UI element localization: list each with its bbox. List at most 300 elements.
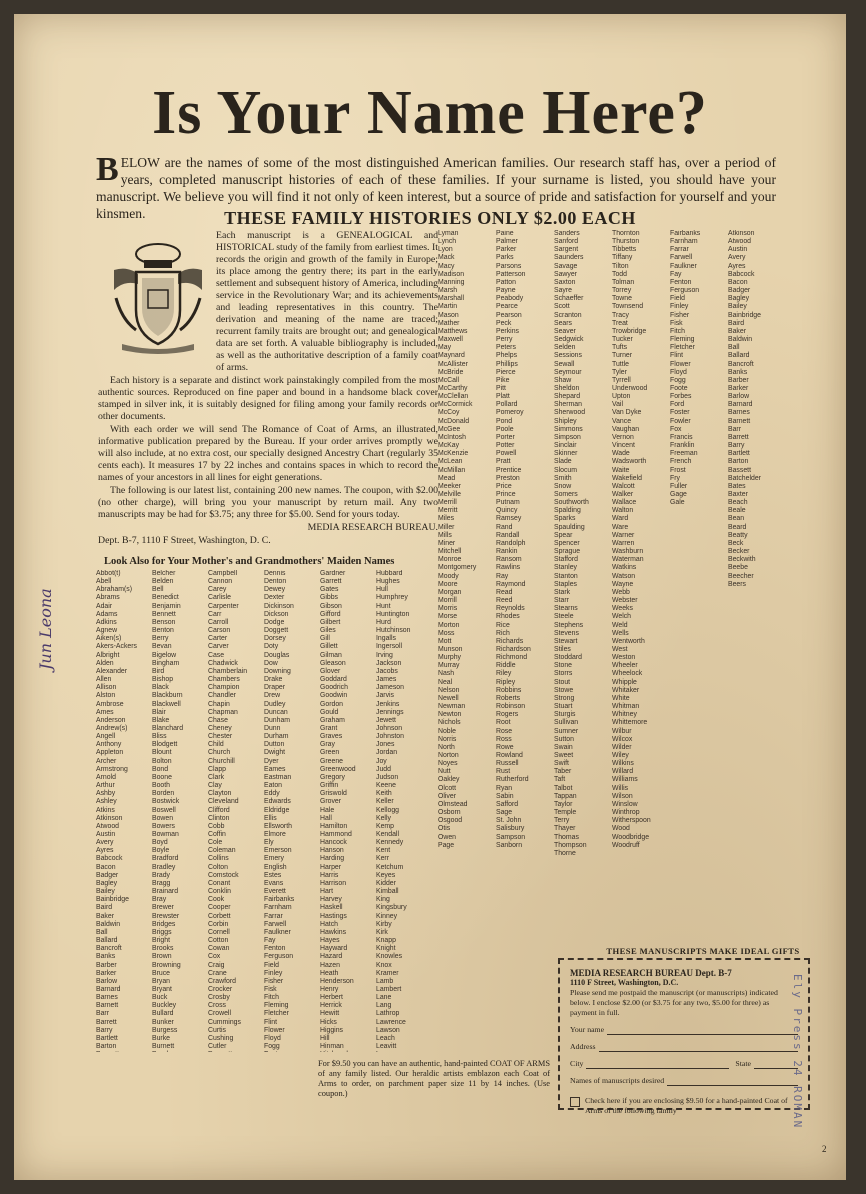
surname-entry: Eddy [264,790,280,798]
surname-entry: McKenzie [438,450,469,458]
surname-entry: Farrar [670,246,689,254]
surname-entry: Willard [612,768,634,776]
surname-entry: Norris [438,735,457,743]
surname-entry: Tyler [612,368,627,376]
magazine-page [14,14,846,1180]
surname-entry: Rich [496,629,510,637]
surname-entry: Atkinson [96,814,123,822]
surname-entry: Kingsbury [376,904,407,912]
surname-entry: Leach [376,1034,395,1042]
surname-entry: Lawson [376,1026,400,1034]
surname-entry: Pearson [496,311,522,319]
checkbox-icon[interactable] [570,1097,580,1107]
surname-entry: Wheeler [612,662,638,670]
surname-entry: Oakley [438,776,460,784]
surname-entry: Merrill [438,499,457,507]
name-column [152,570,204,1052]
checkbox-label: Check here if you are enclosing $9.50 for a hand-painted Coat of Arms of the following family [585,1096,788,1115]
surname-entry: Crowell [208,1010,231,1018]
surname-entry: Neal [438,678,453,686]
surname-entry: Benjamin [152,602,181,610]
surname-entry: Parks [496,254,514,262]
surname-entry: Root [496,719,511,727]
surname-entry: Stanley [554,564,577,572]
surname-entry: Sayre [554,287,573,295]
surname-entry: English [264,863,287,871]
surname-entry: Carroll [208,618,229,626]
surname-entry: Cutler [208,1043,227,1051]
surname-entry: Thompson [554,841,587,849]
coupon-address: 1110 F Street, Washington, D.C. [570,978,679,987]
surname-entry: Vance [612,417,632,425]
surname-entry: Noyes [438,760,458,768]
surname-entry: Tracy [612,311,629,319]
surname-entry: Abrams [96,594,120,602]
surname-entry: Pearce [496,303,518,311]
surname-entry: Fisher [264,977,284,985]
surname-entry: Knowles [376,953,403,961]
surname-entry: Flower [264,1026,285,1034]
surname-entry: McMillan [438,466,466,474]
name-column [96,570,148,1052]
surname-entry: Stevens [554,629,579,637]
surname-entry: Payne [496,287,516,295]
surname-entry: Peabody [496,295,524,303]
surname-entry: Cheney [208,724,232,732]
surname-entry: Dexter [264,594,285,602]
surname-entry: Crosby [208,994,230,1002]
surname-entry: Alston [96,692,116,700]
surname-entry: North [438,743,455,751]
surname-entry: Heath [320,969,339,977]
order-coupon [558,958,810,1115]
surname-entry: Bradley [152,863,176,871]
surname-entry: Henderson [320,977,354,985]
name-field[interactable] [570,1025,798,1035]
surname-entry: Osgood [438,817,463,825]
surname-entry: Boyd [152,839,168,847]
surname-entry: Whitaker [612,686,640,694]
surname-entry: Belden [152,578,174,586]
surname-entry: Hicks [320,1018,337,1026]
surname-entry: Wood [612,825,630,833]
surname-entry: Wadsworth [612,458,647,466]
surname-entry: Greene [320,757,343,765]
surname-entry: Grant [320,724,338,732]
surname-entry: Torrey [612,287,632,295]
surname-entry: Hurd [376,618,391,626]
surname-entry: Sanders [554,230,580,237]
surname-entry: Becker [728,548,750,556]
surname-entry: Ryan [496,784,513,792]
surname-entry: Vincent [612,442,635,450]
surname-entry: Robinson [496,703,526,711]
surname-entry: Barnett [96,1002,119,1010]
surname-entry: Carpenter [208,602,239,610]
surname-entry: Wentworth [612,637,645,645]
surname-entry: Slade [554,458,572,466]
surname-entry: Lane [376,994,392,1002]
surname-entry: Fairbanks [670,230,701,237]
surname-entry: Gill [320,635,330,643]
surname-entry: Peck [496,319,512,327]
surname-entry: Steele [554,613,574,621]
surname-entry: Whipple [612,678,637,686]
surname-entry: Field [670,295,685,303]
surname-entry: Randolph [496,539,526,547]
surname-entry: Woodruff [612,841,640,849]
surname-entry: Beale [728,507,746,515]
surname-entry: Fry [670,474,680,482]
surname-entry: Clapp [208,765,227,773]
surname-entry: Faulkner [670,262,697,270]
surname-entry: Gifford [320,610,341,618]
surname-entry: Dickson [264,610,289,618]
surname-entry: Stanton [554,572,578,580]
surname-entry [376,1051,428,1052]
surname-entry: Wade [612,450,630,458]
surname-entry: Francis [670,433,693,441]
surname-entry: Baxter [728,491,748,498]
manuscripts-field[interactable] [570,1076,798,1086]
surname-entry: McCarthy [438,384,468,392]
surname-entry: Churchill [208,757,235,765]
surname-entry: Riley [496,670,512,678]
intro-text: ELOW are the names of some of the most distinguished American families. Our research staff has, over a period of years, completed manuscript histories of each of these families. If your surname is listed, you should have your manuscript. We believe you will find it not only of keen interest, but a source of pride and satisfaction for yourself and your kinsmen. [96,155,776,221]
surname-entry: Griffin [320,782,339,790]
surname-entry: Fenton [670,278,692,286]
surname-entry: Nash [438,670,455,678]
surname-entry: Floyd [264,1034,281,1042]
surname-entry: Carey [208,586,227,594]
surname-entry: Mead [438,474,456,482]
surname-entry: Townsend [612,303,644,311]
surname-entry: Sanford [554,238,579,246]
surname-entry: Spencer [554,539,580,547]
surname-entry: Knight [376,945,396,953]
surname-entry: Bolton [152,757,172,765]
surname-entry: Tolman [612,278,635,286]
surname-entry: Fisher [670,311,690,319]
surname-entry: Pollard [496,401,518,409]
surname-entry: Baird [728,319,745,327]
surname-entry: Bliss [152,733,167,741]
surname-entry: Rand [496,523,513,531]
surname-entry: Chapman [208,708,238,716]
surname-entry: Fitch [670,327,685,335]
surname-entry: Cummings [208,1018,241,1026]
surname-entry: Watkins [612,564,637,572]
surname-entry: Beach [728,499,748,507]
surname-entry: Avery [96,839,114,847]
surname-entry: Sargent [554,246,579,254]
surname-entry: Fox [670,425,682,433]
surname-entry: Ames [96,708,114,716]
surname-entry: Adair [96,602,113,610]
surname-entry: Price [496,482,512,490]
surname-entry: Avery [728,254,746,262]
surname-entry: Fisk [264,985,277,993]
description-paragraph: With each order we will send The Romance of Coat of Arms, an illustrated, informative publication prepared by the Bureau. If your order arrives promptly we will also include, at no extra cost, our specially designed Ancestry Chart (regularly 35 cents each). It measures 17 by 22 inches and contains spaces in which to record the names of your ancestors in all lines for eight generations. [98,424,438,483]
surname-entry: Sewall [554,360,575,368]
surname-entry: Everett [264,888,286,896]
surname-entry: McIntosh [438,433,466,441]
surname-entry: Bunker [152,1018,174,1026]
surname-entry: Gregory [320,773,345,781]
surname-entry: Clayton [208,790,232,798]
surname-entry: McClellan [438,393,469,401]
surname-entry: Austin [96,831,116,838]
surname-entry: West [612,645,628,653]
surname-entry: Kelly [376,814,391,822]
surname-entry: Vernon [612,433,634,441]
surname-entry: Alden [96,659,114,667]
surname-entry: Goddard [320,676,347,684]
surname-entry: White [612,694,630,702]
surname-entry: Finley [264,969,283,977]
surname-entry: Lang [376,1002,392,1010]
surname-entry: Wayne [612,580,634,588]
surname-entry: Mott [438,637,452,645]
surname-entry: Weston [612,654,636,662]
surname-entry: Jenkins [376,700,400,708]
surname-entry: Norton [438,752,459,759]
surname-entry: Barlow [728,393,750,401]
surname-entry: Crawford [208,977,236,985]
surname-entry: Page [438,841,455,849]
surname-entry: Marshall [438,295,465,303]
surname-entry: Brooks [152,945,174,953]
surname-entry: Lamb [376,977,394,985]
surname-entry: Peters [496,344,516,352]
maiden-names-title: Look Also for Your Mother's and Grandmothers' Maiden Names [104,556,395,567]
surname-entry: Bacon [728,278,748,286]
surname-entry: Harding [320,855,345,863]
surname-entry: Clinton [208,814,230,822]
surname-entry: Gould [320,708,339,716]
surname-entry: Fitch [264,994,279,1002]
surname-entry: Murray [438,662,460,670]
surname-entry: Upton [612,393,631,401]
surname-entry: Banks [96,953,116,961]
surname-entry: Corbett [208,912,231,920]
surname-entry: Brewster [152,912,180,920]
name-field-label: Your name [570,1025,605,1034]
surname-entry: Bowers [152,822,175,830]
surname-entry: Saunders [554,254,584,262]
surname-entry: Taber [554,768,572,776]
surname-entry: Stone [554,662,573,670]
surname-entry: Eldridge [264,806,290,814]
surname-entry: Slocum [554,466,577,474]
surname-entry: Mills [438,531,452,539]
coat-of-arms-checkbox[interactable] [570,1096,798,1116]
surname-entry: Kent [376,847,391,855]
surname-entry: Henry [320,985,339,993]
surname-entry: McAllister [438,360,468,368]
coupon-title: THESE MANUSCRIPTS MAKE IDEAL GIFTS [606,946,800,956]
surname-entry: Baker [728,327,747,335]
surname-entry: Booth [152,782,171,790]
surname-entry: Greenwood [320,765,356,773]
surname-entry: Hanson [320,847,344,855]
surname-entry: Mather [438,319,460,327]
surname-entry: Rhodes [496,613,520,621]
surname-entry: Glover [320,667,341,675]
surname-entry: Johnson [376,724,403,732]
surname-entry: Perkins [496,327,519,335]
surname-entry: Fletcher [670,344,695,352]
surname-entry: Ware [612,523,629,531]
surname-entry: Strong [554,694,575,702]
surname-entry: Temple [554,809,577,817]
surname-entry: Staples [554,580,577,588]
name-column [376,570,428,1052]
surname-entry: Cotton [208,937,229,945]
surname-entry: Patterson [496,270,526,278]
surname-entry: Alexander [96,667,128,675]
surname-entry: Borden [152,790,175,798]
surname-entry: Barrett [96,1018,117,1026]
surname-entry: Parsons [496,262,522,270]
surname-entry: Kinney [376,912,398,920]
surname-entry: Beckwith [728,556,756,564]
surname-entry: Ferguson [670,287,700,295]
surname-entry: Blount [152,749,172,757]
surname-entry: Spaulding [554,523,585,531]
surname-entry: Todd [612,270,627,278]
surname-entry: Sage [496,809,513,817]
surname-entry: Turner [612,352,633,360]
surname-entry [320,1051,372,1052]
surname-entry: Nelson [438,686,460,694]
surname-entry: Safford [496,800,519,808]
surname-entry: Tyrrell [612,376,631,384]
surname-entry: Selden [554,344,576,352]
surname-entry: Jordan [376,749,398,757]
surname-entry: Baird [96,904,113,912]
surname-entry: Bingham [152,659,180,667]
surname-entry: Bragg [152,879,171,887]
surname-entry: Stafford [554,556,579,564]
surname-entry: Quincy [496,507,518,515]
surname-entry: Fenton [264,945,286,953]
surname-entry: Case [208,651,225,659]
surname-entry: McCall [438,376,460,384]
surname-entry: Barry [96,1026,113,1034]
surname-entry: Hewitt [320,1010,340,1018]
surname-entry: Foster [670,409,690,417]
surname-entry: Ward [612,515,629,523]
surname-entry: Blackwell [152,700,181,708]
surname-entry: Corbin [208,920,229,928]
surname-entry: Browning [152,961,181,969]
surname-entry: Baldwin [728,336,753,344]
surname-entry: Jarvis [376,692,394,700]
surname-entry: Clifford [208,806,230,814]
name-column [438,230,492,1050]
surname-entry: Bailey [728,303,747,311]
surname-entry: Church [208,749,231,757]
surname-entry: Atwood [96,822,119,830]
surname-entry: Dunham [264,716,291,724]
surname-entry: Beecher [728,572,754,580]
surname-entry: Spalding [554,507,581,515]
surname-entry: Barnes [96,994,118,1002]
surname-entry: Griswold [320,790,347,798]
signature-line [98,522,438,534]
surname-entry: Gray [320,741,335,749]
surname-entry: French [670,458,692,466]
surname-entry: Kellogg [376,806,399,814]
surname-entry: Miner [438,539,456,547]
surname-entry: Dwight [264,749,286,757]
surname-entry: Eames [264,765,286,773]
city-state-field[interactable] [570,1059,798,1069]
surname-entry: Simpson [554,433,581,441]
surname-entry: Joy [376,757,387,765]
surname-entry: Hazard [320,953,343,961]
surname-entry: Angell [96,733,116,741]
surname-entry: Murphy [438,654,461,662]
surname-entry: Barber [96,961,117,969]
surname-entry: Barnes [728,409,750,417]
surname-entry: Munson [438,645,463,653]
surname-entry: Bacon [96,863,116,871]
surname-entry: Banks [728,368,748,376]
surname-entry: Hayes [320,937,340,945]
surname-entry: Lambert [376,985,402,993]
surname-entry: Thorne [554,849,576,857]
surname-entry: Dutton [264,741,285,749]
surname-entry: Coffin [208,831,226,838]
city-field-label: City [570,1059,584,1068]
surname-entry: Richardson [496,645,531,653]
surname-entry: Putnam [496,499,520,507]
surname-entry: Waite [612,466,630,474]
surname-entry: Taft [554,776,566,784]
surname-entry: Scott [554,303,570,311]
surname-entry: Bartlett [728,450,750,458]
surname-entry: Bassett [728,466,751,474]
address-field[interactable] [570,1042,798,1052]
surname-entry: Schaeffer [554,295,584,303]
surname-entry: Curtis [208,1026,226,1034]
surname-entry: Kimball [376,888,399,896]
surname-entry: Fowler [670,417,691,425]
surname-entry: Montgomery [438,564,477,572]
surname-entry: Ball [728,344,740,352]
surname-entry: Pratt [496,458,511,466]
surname-entry: Andrew(s) [96,724,128,732]
surname-entry: Grover [320,798,342,806]
surname-entry: Wells [612,629,629,637]
surname-entry: Tufts [612,344,628,352]
surname-entry: Bagley [728,295,750,303]
surname-entry: Osborn [438,809,461,817]
surname-entry: Pond [496,417,513,425]
surname-entry: Douglas [264,651,290,659]
surname-entry: Kemp [376,822,395,830]
surname-entry: Dennis [264,570,286,577]
surname-entry: Drew [264,692,281,700]
signature-bureau: MEDIA RESEARCH BUREAU. [307,522,438,533]
surname-entry: Allen [96,676,112,684]
surname-entry: Bancroft [728,360,754,368]
signature-address: Dept. B-7, 1110 F Street, Washington, D. C. [98,535,271,546]
surname-entry: Thayer [554,825,576,833]
surname-entry: Humphrey [376,594,408,602]
